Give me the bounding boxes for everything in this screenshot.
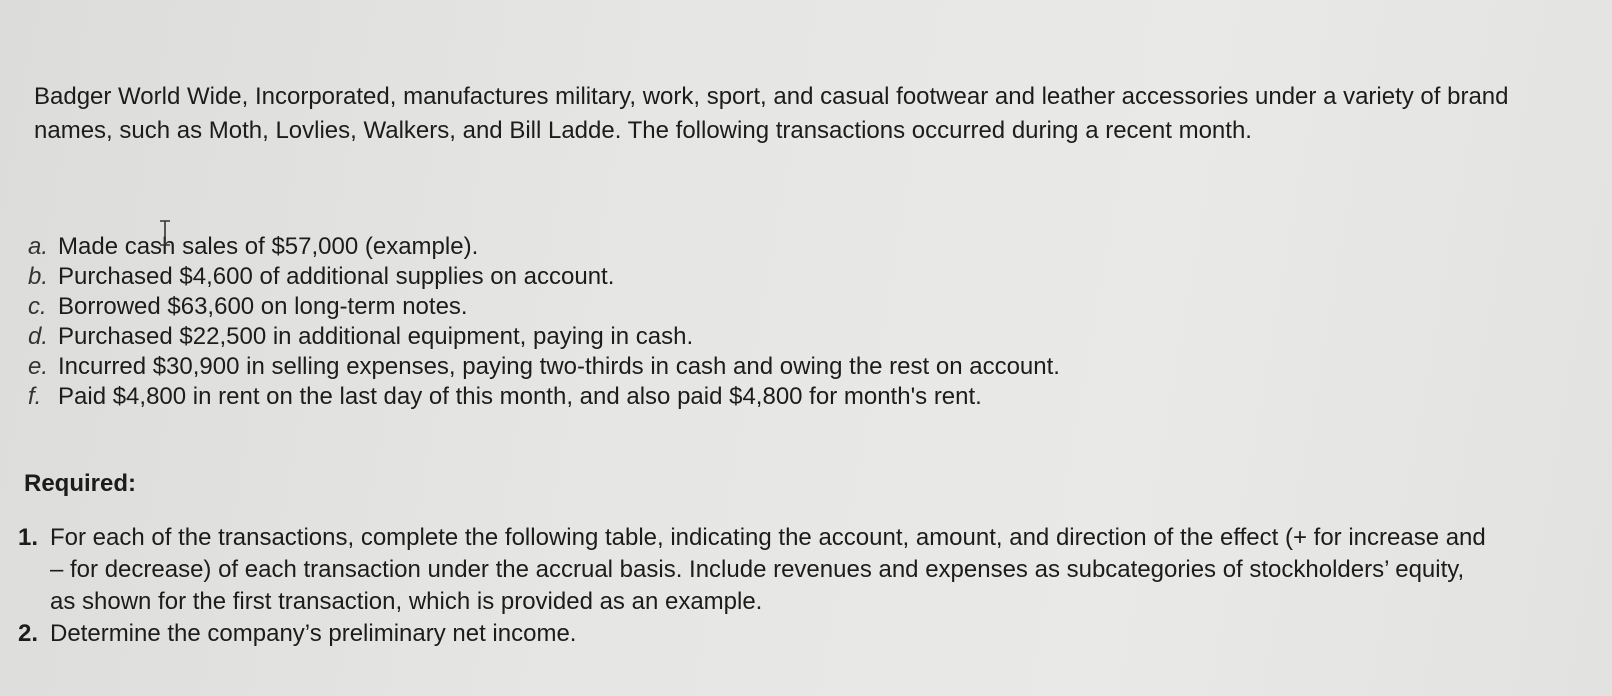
requirements-list [18, 522, 1518, 650]
list-item [28, 322, 1328, 352]
item-text: Made cash sales of $57,000 (example). [58, 233, 479, 260]
requirement-text: Determine the company’s preliminary net income. [50, 620, 577, 647]
requirement-number: 2. [18, 620, 39, 647]
text-cursor-icon [158, 220, 172, 246]
item-letter: e. [28, 353, 49, 380]
item-letter: b. [28, 263, 49, 290]
list-item [28, 382, 1328, 412]
required-heading: Required: [24, 470, 137, 497]
item-text: Purchased $22,500 in additional equipment, paying in cash. [58, 323, 694, 350]
list-item [28, 262, 1328, 292]
list-item [28, 352, 1328, 382]
list-item [28, 232, 1328, 262]
transaction-list [28, 232, 1328, 412]
requirement-text: For each of the transactions, complete the following table, indicating the account, amount, and direction of the effect (+ for increase and – for decrease) of each transaction under the accrual basis. Include revenues and expenses as subcategories of stockholders’ equity, as shown for the first transaction, which is provided as an example. [50, 524, 1486, 615]
requirement-number: 1. [18, 524, 39, 551]
item-text: Incurred $30,900 in selling expenses, paying two-thirds in cash and owing the rest on account. [58, 353, 1060, 380]
item-text: Borrowed $63,600 on long-term notes. [58, 293, 468, 320]
item-letter: d. [28, 323, 49, 350]
list-item [28, 292, 1328, 322]
item-text: Purchased $4,600 of additional supplies on account. [58, 263, 615, 290]
item-text: Paid $4,800 in rent on the last day of this month, and also paid $4,800 for month's rent. [58, 383, 982, 410]
item-letter: a. [28, 233, 49, 260]
intro-paragraph: Badger World Wide, Incorporated, manufactures military, work, sport, and casual footwear and leather accessories under a variety of brand names, such as Moth, Lovlies, Walkers, and Bill Ladde. The following transactions occurred during a recent month. [34, 83, 1509, 144]
item-letter: f. [28, 383, 42, 410]
list-item [18, 522, 1518, 618]
list-item [18, 618, 1518, 650]
item-letter: c. [28, 293, 47, 320]
